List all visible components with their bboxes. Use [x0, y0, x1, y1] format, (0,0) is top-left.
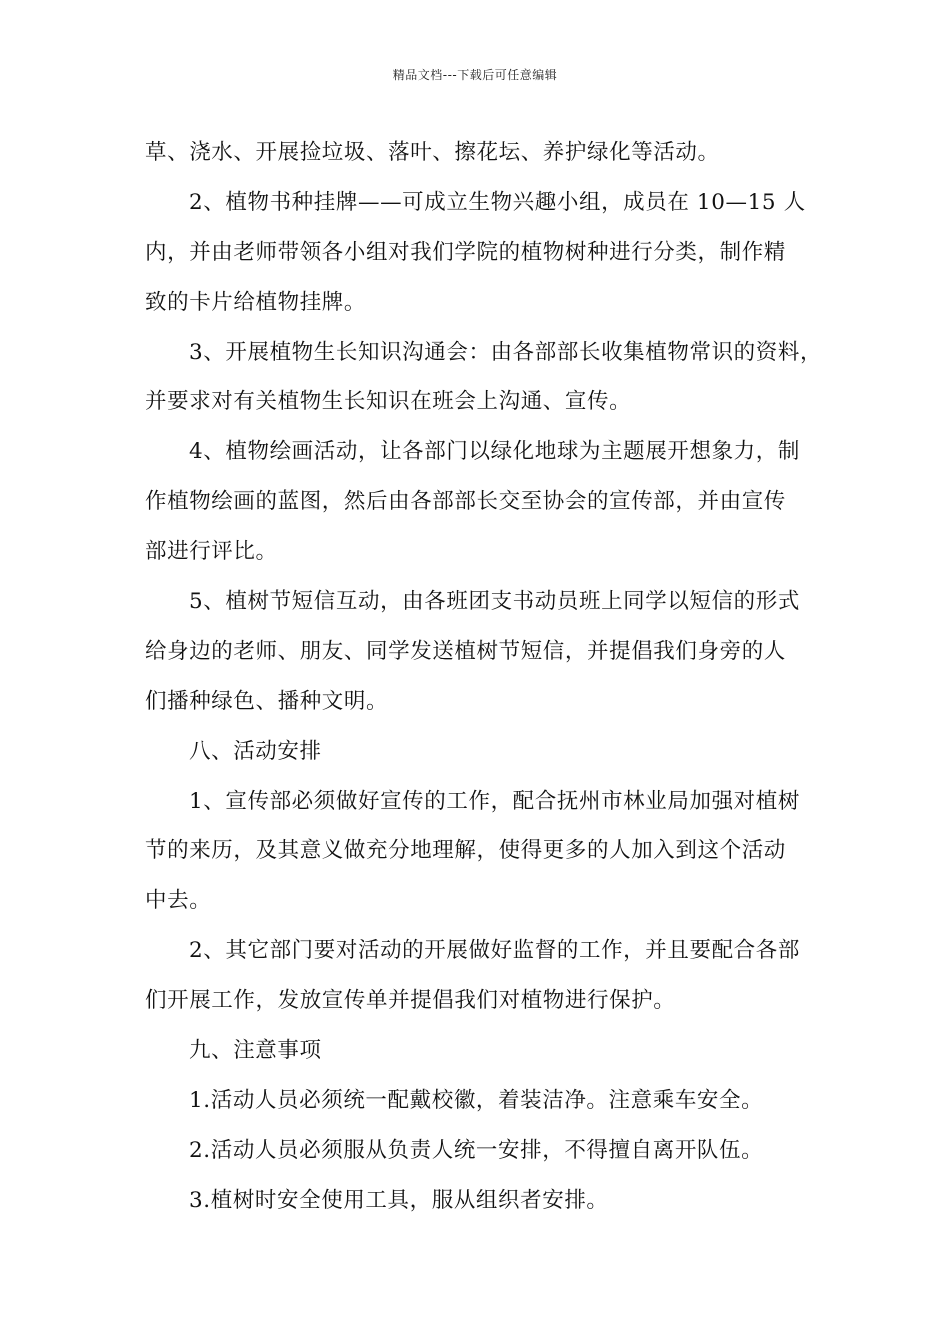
text-line: 们播种绿色、播种文明。: [145, 688, 389, 714]
text-line: 作植物绘画的蓝图，然后由各部部长交至协会的宣传部，并由宣传: [145, 489, 786, 515]
section-heading: 八、活动安排: [189, 738, 322, 764]
text-line: 2、其它部门要对活动的开展做好监督的工作，并且要配合各部: [189, 938, 800, 964]
text-line: 节的来历，及其意义做充分地理解，使得更多的人加入到这个活动: [145, 838, 786, 864]
text-line: 们开展工作，发放宣传单并提倡我们对植物进行保护。: [145, 988, 676, 1014]
text-line: 2、植物书种挂牌——可成立生物兴趣小组，成员在 10—15 人: [189, 189, 806, 215]
text-line: 中去。: [145, 888, 212, 914]
page-header: 精品文档---下载后可任意编辑: [392, 68, 558, 82]
document-body: [145, 128, 823, 1226]
text-line: 并要求对有关植物生长知识在班会上沟通、宣传。: [145, 389, 632, 415]
text-line: 给身边的老师、朋友、同学发送植树节短信，并提倡我们身旁的人: [145, 638, 786, 664]
text-line: 1、宣传部必须做好宣传的工作，配合抚州市林业局加强对植树: [189, 788, 800, 814]
text-line: 部进行评比。: [145, 539, 278, 565]
text-line: 草、浇水、开展捡垃圾、落叶、擦花坛、养护绿化等活动。: [145, 140, 720, 165]
text-line: 内，并由老师带领各小组对我们学院的植物树种进行分类，制作精: [145, 239, 786, 265]
text-line: 4、植物绘画活动，让各部门以绿化地球为主题展开想象力，制: [189, 439, 800, 465]
section-heading: 九、注意事项: [189, 1038, 322, 1064]
text-line: 2.活动人员必须服从负责人统一安排，不得擅自离开队伍。: [189, 1137, 764, 1163]
text-line: 5、植树节短信互动，由各班团支书动员班上同学以短信的形式: [189, 589, 800, 615]
text-line: 3.植树时安全使用工具，服从组织者安排。: [189, 1187, 609, 1213]
text-line: 1.活动人员必须统一配戴校徽，着装洁净。注意乘车安全。: [189, 1087, 764, 1113]
text-line: 3、开展植物生长知识沟通会：由各部部长收集植物常识的资料，: [189, 339, 823, 365]
text-line: 致的卡片给植物挂牌。: [145, 289, 367, 315]
